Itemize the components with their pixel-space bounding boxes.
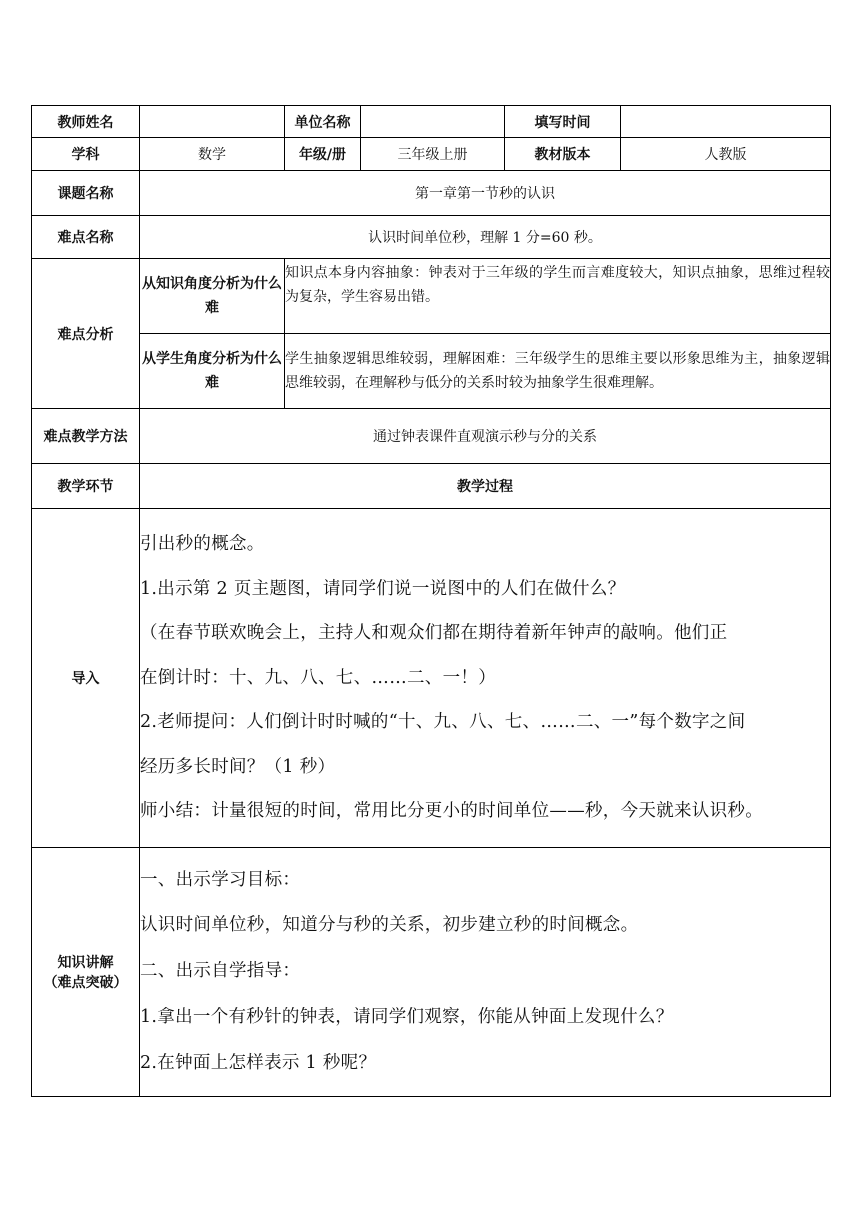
- intro-line: 经历多长时间？（1 秒）: [140, 756, 336, 777]
- topic-label: 课题名称: [32, 171, 140, 216]
- knowledge-line: 2.在钟面上怎样表示 1 秒呢？: [140, 1052, 377, 1073]
- fill-time-value[interactable]: [621, 106, 831, 138]
- knowledge-row: [32, 848, 831, 1097]
- intro-line: 2.老师提问：人们倒计时时喊的“十、九、八、七、……二、一”每个数字之间: [140, 712, 746, 733]
- teacher-name-value[interactable]: [140, 106, 285, 138]
- knowledge-line: 1.拿出一个有秒针的钟表，请同学们观察，你能从钟面上发现什么？: [140, 1006, 674, 1027]
- method-label: 难点教学方法: [32, 409, 140, 464]
- topic-value: 第一章第一节秒的认识: [140, 171, 831, 216]
- intro-line: 在倒计时：十、九、八、七、……二、一！）: [140, 667, 496, 688]
- analysis-label: 难点分析: [32, 259, 140, 409]
- analysis-row-knowledge: [32, 259, 831, 334]
- method-row: [32, 409, 831, 464]
- knowledge-label-line2: （难点突破）: [43, 975, 128, 991]
- intro-label: 导入: [32, 509, 140, 848]
- lesson-plan-table: [31, 105, 831, 1097]
- subject-label: 学科: [32, 138, 140, 171]
- fill-time-label: 填写时间: [505, 106, 621, 138]
- process-header-row: [32, 464, 831, 509]
- unit-label: 单位名称: [285, 106, 361, 138]
- knowledge-angle-text: 知识点本身内容抽象：钟表对于三年级的学生而言难度较大，知识点抽象，思维过程较为复杂，学生容易出错。: [285, 259, 831, 334]
- knowledge-content: [140, 848, 831, 1097]
- knowledge-label-line1: 知识讲解: [57, 955, 114, 971]
- edition-label: 教材版本: [505, 138, 621, 171]
- knowledge-line: 二、出示自学指导：: [140, 961, 301, 982]
- teacher-name-label: 教师姓名: [32, 106, 140, 138]
- subject-row: [32, 138, 831, 171]
- header-row: [32, 106, 831, 138]
- intro-line: 1.出示第 2 页主题图，请同学们说一说图中的人们在做什么？: [140, 578, 626, 599]
- method-value: 通过钟表课件直观演示秒与分的关系: [140, 409, 831, 464]
- intro-content: [140, 509, 831, 848]
- unit-value[interactable]: [361, 106, 505, 138]
- process-label: 教学过程: [140, 464, 831, 509]
- difficulty-row: [32, 216, 831, 259]
- intro-line: 师小结：计量很短的时间，常用比分更小的时间单位——秒，今天就来认识秒。: [140, 801, 763, 822]
- difficulty-value: 认识时间单位秒，理解 1 分=60 秒。: [140, 216, 831, 259]
- intro-line: 引出秒的概念。: [140, 534, 265, 555]
- knowledge-angle-label: 从知识角度分析为什么难: [140, 259, 285, 334]
- intro-row: [32, 509, 831, 848]
- difficulty-label: 难点名称: [32, 216, 140, 259]
- topic-row: [32, 171, 831, 216]
- edition-value: 人教版: [621, 138, 831, 171]
- knowledge-line: 一、出示学习目标：: [140, 869, 301, 890]
- knowledge-line: 认识时间单位秒，知道分与秒的关系，初步建立秒的时间概念。: [140, 915, 639, 936]
- grade-value: 三年级上册: [361, 138, 505, 171]
- analysis-row-student: [32, 334, 831, 409]
- subject-value: 数学: [140, 138, 285, 171]
- knowledge-label: [32, 848, 140, 1097]
- student-angle-label: 从学生角度分析为什么难: [140, 334, 285, 409]
- intro-line: （在春节联欢晚会上，主持人和观众们都在期待着新年钟声的敲响。他们正: [140, 623, 728, 644]
- grade-label: 年级/册: [285, 138, 361, 171]
- stage-label: 教学环节: [32, 464, 140, 509]
- student-angle-text: 学生抽象逻辑思维较弱，理解困难：三年级学生的思维主要以形象思维为主，抽象逻辑思维较弱，在理解秒与低分的关系时较为抽象学生很难理解。: [285, 334, 831, 409]
